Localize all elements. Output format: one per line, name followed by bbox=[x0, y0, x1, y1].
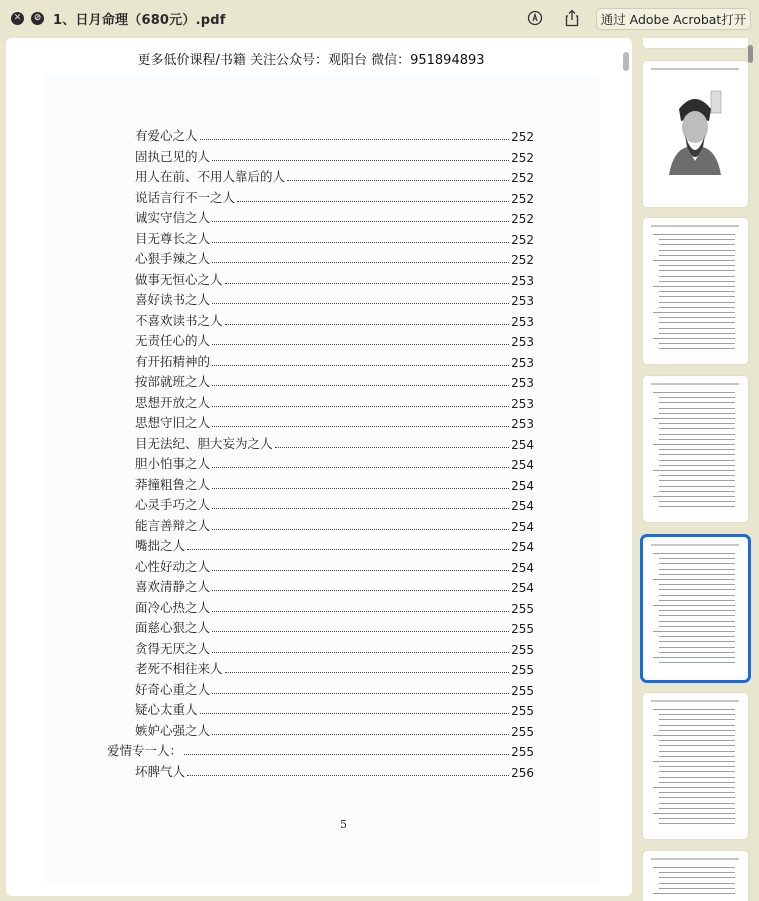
toc-leader-dots bbox=[225, 324, 510, 325]
thumbnail-text-line bbox=[659, 872, 735, 873]
toc-entry-label: 贪得无厌之人 bbox=[135, 640, 211, 656]
toc-entry-page: 253 bbox=[511, 335, 534, 349]
toc-entry-label: 目无法纪、胆大妄为之人 bbox=[135, 435, 273, 451]
toc-entry-label: 心狠手辣之人 bbox=[135, 251, 211, 266]
toc-leader-dots bbox=[212, 426, 509, 427]
toc-entry-page: 255 bbox=[511, 601, 534, 616]
toc-entry bbox=[135, 577, 534, 595]
toc-entry-page: 252 bbox=[511, 150, 534, 165]
sidebar-scrollbar[interactable] bbox=[748, 45, 753, 63]
thumbnail-text-line bbox=[659, 480, 735, 481]
thumbnail-text-line bbox=[653, 761, 735, 762]
toc-entry-label: 面冷心热之人 bbox=[135, 599, 211, 615]
thumbnail-text-line bbox=[659, 428, 735, 429]
toc-leader-dots bbox=[212, 611, 509, 612]
portrait-image bbox=[665, 87, 725, 175]
toc-entry bbox=[135, 659, 534, 677]
toc-leader-dots bbox=[287, 180, 509, 181]
toc-entry-page: 252 bbox=[511, 212, 534, 226]
page-thumbnail[interactable] bbox=[643, 38, 748, 48]
toc-entry-label: 说话言行不一之人 bbox=[135, 189, 236, 205]
annotate-icon[interactable] bbox=[526, 9, 544, 27]
thumbnail-text-line bbox=[659, 600, 735, 601]
thumbnail-text-line bbox=[659, 626, 735, 627]
toc-leader-dots bbox=[237, 201, 509, 202]
thumbnail-text-line bbox=[653, 893, 735, 894]
thumbnail-text-line bbox=[659, 877, 735, 878]
thumbnail-text-line bbox=[659, 408, 735, 409]
thumbnail-text-line bbox=[659, 501, 735, 502]
toc-entry bbox=[135, 311, 534, 329]
thumbnail-text-line bbox=[659, 782, 735, 783]
toc-entry bbox=[135, 475, 534, 493]
thumbnail-text-line bbox=[653, 553, 735, 554]
toc-entry bbox=[135, 229, 534, 247]
toc-entry bbox=[135, 762, 534, 780]
toc-entry bbox=[135, 249, 534, 267]
thumbnail-text-line bbox=[659, 792, 735, 793]
thumbnail-header-line bbox=[651, 858, 739, 860]
thumbnail-text-line bbox=[653, 260, 735, 261]
toc-entry-page: 254 bbox=[511, 458, 534, 472]
open-in-acrobat-button[interactable]: 通过 Adobe Acrobat打开 bbox=[596, 8, 751, 30]
thumbnail-text-line bbox=[659, 439, 735, 440]
toc-entry-label: 有爱心之人 bbox=[135, 128, 198, 143]
toc-entry bbox=[135, 413, 534, 431]
thumbnail-text-line bbox=[653, 496, 735, 497]
thumbnail-text-line bbox=[659, 636, 735, 637]
page-thumbnail[interactable] bbox=[643, 61, 748, 207]
toc-entry-page: 252 bbox=[511, 232, 534, 247]
thumbnail-text-line bbox=[653, 338, 735, 339]
toc-leader-dots bbox=[212, 529, 509, 530]
thumbnail-text-line bbox=[659, 265, 735, 266]
toc-entry-page: 254 bbox=[511, 437, 534, 452]
toc-entry bbox=[135, 208, 534, 226]
thumbnail-text-line bbox=[659, 397, 735, 398]
thumbnail-text-line bbox=[659, 465, 735, 466]
toc-entry bbox=[135, 270, 534, 288]
toc-entry bbox=[135, 721, 534, 739]
thumbnail-text-line bbox=[653, 631, 735, 632]
page-thumbnail[interactable] bbox=[643, 218, 748, 364]
toc-leader-dots bbox=[212, 467, 509, 468]
toc-entry-page: 254 bbox=[511, 478, 534, 493]
thumbnail-text-line bbox=[659, 460, 735, 461]
toc-entry-page: 255 bbox=[511, 622, 534, 636]
thumbnail-text-line bbox=[659, 818, 735, 819]
title-bar bbox=[0, 0, 759, 36]
thumbnail-text-line bbox=[653, 444, 735, 445]
thumbnail-text-line bbox=[659, 766, 735, 767]
toc-entry bbox=[135, 188, 534, 206]
thumbnail-header-line bbox=[651, 225, 739, 227]
toc-leader-dots bbox=[275, 447, 510, 448]
thumbnail-text-line bbox=[659, 615, 735, 616]
thumbnail-text-line bbox=[653, 234, 735, 235]
toc-leader-dots bbox=[212, 262, 509, 263]
toc-entry-page: 252 bbox=[511, 191, 534, 206]
toc-leader-dots bbox=[184, 754, 509, 755]
thumbnail-text-line bbox=[659, 333, 735, 334]
toc-leader-dots bbox=[200, 713, 510, 714]
page-thumbnail[interactable] bbox=[643, 851, 748, 901]
toc-entry-label: 胆小怕事之人 bbox=[135, 456, 211, 471]
toc-leader-dots bbox=[212, 303, 509, 304]
toc-entry-label: 疑心太重人 bbox=[135, 702, 198, 717]
thumbnail-sidebar[interactable] bbox=[636, 38, 759, 901]
toc-leader-dots bbox=[187, 549, 509, 550]
thumbnail-text-line bbox=[653, 286, 735, 287]
toc-leader-dots bbox=[212, 693, 509, 694]
toc-entry-page: 255 bbox=[511, 663, 534, 677]
thumbnail-text-line bbox=[659, 402, 735, 403]
toc-entry bbox=[135, 290, 534, 308]
toc-entry bbox=[135, 618, 534, 636]
thumbnail-text-line bbox=[659, 322, 735, 323]
toc-entry-label: 莽撞粗鲁之人 bbox=[135, 476, 211, 492]
toc-leader-dots bbox=[212, 570, 509, 571]
thumbnail-text-line bbox=[659, 662, 735, 663]
thumbnail-text-line bbox=[659, 244, 735, 245]
toc-entry-label: 喜好读书之人 bbox=[135, 292, 211, 307]
toc-entry-page: 255 bbox=[511, 724, 534, 739]
toc-entry bbox=[135, 454, 534, 472]
toc-entry-label: 爱情专一人： bbox=[107, 743, 183, 758]
thumbnail-text-line bbox=[659, 302, 735, 303]
toc-entry-label: 心性好动之人 bbox=[135, 558, 211, 574]
toc-entry-page: 255 bbox=[511, 745, 534, 759]
thumbnail-text-line bbox=[659, 291, 735, 292]
thumbnail-text-line bbox=[659, 413, 735, 414]
toc-entry-page: 253 bbox=[511, 355, 534, 370]
thumbnail-header-line bbox=[651, 544, 739, 546]
toc-entry-label: 诚实守信之人 bbox=[135, 210, 211, 225]
toc-entry bbox=[135, 331, 534, 349]
toc-entry-label: 好奇心重之人 bbox=[135, 681, 211, 697]
thumbnail-text-line bbox=[659, 730, 735, 731]
toc-leader-dots bbox=[212, 160, 509, 161]
toc-entry-label: 嘴拙之人 bbox=[135, 538, 186, 553]
page-thumbnail-selected[interactable] bbox=[643, 537, 748, 680]
thumbnail-text-line bbox=[653, 657, 735, 658]
toc-entry-page: 255 bbox=[511, 704, 534, 718]
thumbnail-text-line bbox=[659, 797, 735, 798]
thumbnail-text-line bbox=[659, 574, 735, 575]
document-view[interactable] bbox=[6, 38, 632, 896]
thumbnail-text-line bbox=[659, 745, 735, 746]
toc-leader-dots bbox=[212, 365, 509, 366]
thumbnail-text-line bbox=[659, 652, 735, 653]
thumbnail-text-line bbox=[659, 777, 735, 778]
toc-entry-page: 254 bbox=[511, 581, 534, 595]
toc-entry-page: 253 bbox=[511, 273, 534, 288]
thumbnail-text-line bbox=[659, 307, 735, 308]
toc-entry-page: 255 bbox=[511, 683, 534, 698]
toc-leader-dots bbox=[212, 734, 509, 735]
thumbnail-text-line bbox=[659, 486, 735, 487]
toc-entry bbox=[135, 639, 534, 657]
block-icon[interactable]: ⊘ bbox=[31, 12, 44, 25]
toc-entry bbox=[135, 352, 534, 370]
document-scrollbar[interactable] bbox=[623, 52, 629, 71]
toc-entry-label: 面慈心狠之人 bbox=[135, 620, 211, 635]
thumbnail-text-line bbox=[659, 296, 735, 297]
thumbnail-text-line bbox=[653, 392, 735, 393]
thumbnail-text-line bbox=[659, 270, 735, 271]
toc-entry-label: 喜欢清静之人 bbox=[135, 579, 211, 594]
thumbnail-text-line bbox=[659, 239, 735, 240]
toc-entry-label: 心灵手巧之人 bbox=[135, 497, 211, 512]
thumbnail-text-line bbox=[659, 475, 735, 476]
toc-entry-page: 256 bbox=[511, 765, 534, 780]
thumbnail-text-line bbox=[659, 883, 735, 884]
toc-entry-page: 254 bbox=[511, 519, 534, 534]
toc-entry bbox=[135, 167, 534, 185]
toc-entry-page: 253 bbox=[511, 294, 534, 308]
thumbnail-text-line bbox=[659, 317, 735, 318]
toc-leader-dots bbox=[212, 508, 509, 509]
toc-entry-page: 255 bbox=[511, 642, 534, 657]
toc-leader-dots bbox=[212, 385, 509, 386]
toc-entry bbox=[135, 516, 534, 534]
thumbnail-text-line bbox=[659, 641, 735, 642]
toc-entry-page: 252 bbox=[511, 171, 534, 185]
thumbnail-text-line bbox=[653, 787, 735, 788]
toc-entry-page: 252 bbox=[511, 130, 534, 144]
thumbnail-text-line bbox=[659, 506, 735, 507]
thumbnail-text-line bbox=[659, 563, 735, 564]
thumbnail-text-line bbox=[659, 434, 735, 435]
thumbnail-text-line bbox=[659, 888, 735, 889]
toc-entry-page: 253 bbox=[511, 396, 534, 411]
thumbnail-text-line bbox=[659, 808, 735, 809]
toc-entry-page: 254 bbox=[511, 560, 534, 575]
thumbnail-text-line bbox=[659, 751, 735, 752]
thumbnail-text-line bbox=[659, 558, 735, 559]
thumbnail-text-line bbox=[653, 735, 735, 736]
thumbnail-text-line bbox=[653, 312, 735, 313]
toc-entry-label: 老死不相往来人 bbox=[135, 661, 223, 676]
thumbnail-text-line bbox=[653, 709, 735, 710]
thumbnail-text-line bbox=[659, 756, 735, 757]
thumbnail-text-line bbox=[659, 491, 735, 492]
toc-entry bbox=[135, 393, 534, 411]
toc-entry bbox=[135, 434, 534, 452]
thumbnail-text-line bbox=[659, 771, 735, 772]
thumbnail-text-line bbox=[653, 867, 735, 868]
thumbnail-text-line bbox=[659, 328, 735, 329]
toc-entry bbox=[135, 700, 534, 718]
thumbnail-text-line bbox=[659, 621, 735, 622]
toc-entry-label: 目无尊长之人 bbox=[135, 230, 211, 246]
toc-leader-dots bbox=[212, 631, 509, 632]
toc-entry-label: 按部就班之人 bbox=[135, 374, 211, 389]
thumbnail-text-line bbox=[659, 276, 735, 277]
toc-leader-dots bbox=[187, 775, 509, 776]
thumbnail-text-line bbox=[659, 714, 735, 715]
thumbnail-text-line bbox=[659, 725, 735, 726]
thumbnail-text-line bbox=[659, 610, 735, 611]
toc-entry bbox=[135, 126, 534, 144]
thumbnail-header-line bbox=[651, 383, 739, 385]
toc-leader-dots bbox=[212, 590, 509, 591]
toc-entry bbox=[135, 557, 534, 575]
thumbnail-text-line bbox=[659, 449, 735, 450]
toc-entry bbox=[135, 495, 534, 513]
toc-entry-label: 思想开放之人 bbox=[135, 394, 211, 410]
toc-entry-label: 坏脾气人 bbox=[135, 763, 186, 779]
page-thumbnail[interactable] bbox=[643, 693, 748, 839]
window-title: 1、日月命理（680元）.pdf bbox=[53, 13, 226, 28]
thumbnail-text-line bbox=[653, 605, 735, 606]
toc-entry-page: 254 bbox=[511, 499, 534, 513]
thumbnail-text-line bbox=[659, 803, 735, 804]
thumbnail-header-line bbox=[651, 700, 739, 702]
toc-leader-dots bbox=[225, 672, 510, 673]
thumbnail-text-line bbox=[659, 740, 735, 741]
page-thumbnail[interactable] bbox=[643, 376, 748, 522]
toc-entry-page: 253 bbox=[511, 314, 534, 329]
toc-entry bbox=[135, 536, 534, 554]
thumbnail-text-line bbox=[659, 647, 735, 648]
thumbnail-text-line bbox=[659, 595, 735, 596]
toc-entry bbox=[135, 372, 534, 390]
toc-entry-label: 不喜欢读书之人 bbox=[135, 312, 223, 328]
thumbnail-text-line bbox=[659, 719, 735, 720]
toc-entry-label: 能言善辩之人 bbox=[135, 517, 211, 533]
thumbnail-text-line bbox=[653, 470, 735, 471]
toc-leader-dots bbox=[212, 221, 509, 222]
toc-leader-dots bbox=[212, 406, 509, 407]
thumbnail-text-line bbox=[659, 584, 735, 585]
toc-entry-page: 253 bbox=[511, 417, 534, 431]
toc-entry bbox=[135, 680, 534, 698]
toc-entry bbox=[107, 741, 534, 759]
toc-entry bbox=[135, 147, 534, 165]
toc-leader-dots bbox=[212, 652, 509, 653]
toc-entry-label: 无责任心的人 bbox=[135, 333, 211, 348]
toc-entry-label: 有开拓精神的 bbox=[135, 353, 211, 369]
toc-entry-label: 思想守旧之人 bbox=[135, 415, 211, 430]
toc-leader-dots bbox=[212, 488, 509, 489]
thumbnail-text-line bbox=[659, 423, 735, 424]
share-icon[interactable] bbox=[563, 9, 581, 27]
thumbnail-text-line bbox=[659, 281, 735, 282]
thumbnail-text-line bbox=[659, 343, 735, 344]
toc-entry-label: 用人在前、不用人靠后的人 bbox=[135, 169, 286, 184]
toc-entry-label: 做事无恒心之人 bbox=[135, 271, 223, 287]
thumbnail-text-line bbox=[659, 569, 735, 570]
scanned-page bbox=[44, 74, 600, 882]
close-icon[interactable]: ✕ bbox=[11, 12, 24, 25]
toc-entry-label: 嫉妒心强之人 bbox=[135, 722, 211, 738]
thumbnail-text-line bbox=[659, 823, 735, 824]
toc-leader-dots bbox=[225, 283, 510, 284]
thumbnail-text-line bbox=[659, 255, 735, 256]
thumbnail-text-line bbox=[659, 250, 735, 251]
toc-leader-dots bbox=[212, 242, 509, 243]
toc-entry-page: 252 bbox=[511, 253, 534, 267]
toc-entry bbox=[135, 598, 534, 616]
thumbnail-text-line bbox=[653, 418, 735, 419]
toc-entry-label: 固执己见的人 bbox=[135, 148, 211, 164]
thumbnail-text-line bbox=[659, 589, 735, 590]
toc-entry-page: 254 bbox=[511, 540, 534, 554]
page-header: 更多低价课程/书籍 关注公众号：观阳台 微信：951894893 bbox=[137, 53, 485, 68]
thumbnail-text-line bbox=[659, 454, 735, 455]
page-number: 5 bbox=[340, 818, 347, 831]
toc-leader-dots bbox=[200, 139, 510, 140]
thumbnail-text-line bbox=[659, 348, 735, 349]
thumbnail-text-line bbox=[653, 813, 735, 814]
toc-entry-page: 253 bbox=[511, 376, 534, 390]
toc-leader-dots bbox=[212, 344, 509, 345]
thumbnail-text-line bbox=[653, 579, 735, 580]
